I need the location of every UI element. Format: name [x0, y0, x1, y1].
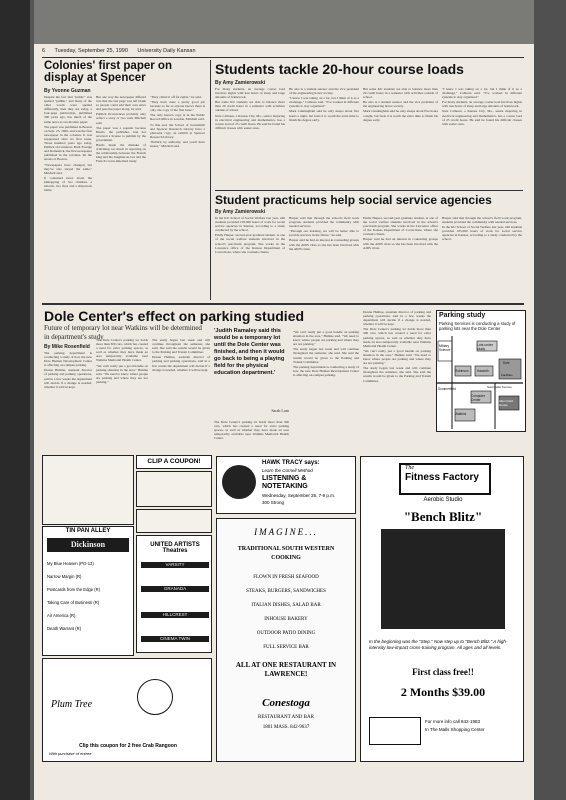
story1-headline: Colonies' first paper on display at Spencer: [44, 60, 172, 84]
story2-col1: For many students, an average course load involves nights with less hours of sleep and large amounts of homework. But some KU students are able to balance more than 20 credit hours in a semester with activities outside of school. Nate Calhoun, a Kansas City, Mo., senior majoring in electrical engineering and mathematics, has a course load of 23 credit hours. He said he found his difficult classes with easier ones.: [215, 87, 285, 130]
fitness-name: Fitness Factory: [405, 472, 479, 483]
column-divider: [210, 60, 211, 300]
ad-clip-coupon: [136, 455, 212, 469]
map-label: Facilities: [501, 373, 513, 377]
map-title: Parking study: [439, 312, 486, 319]
map-road-label: Sunnyside Avenue: [487, 385, 512, 389]
story2-byline: By Amy Zamierowski: [215, 80, 266, 86]
imagine-item: ITALIAN DISHES, SALAD BAR: [251, 603, 321, 608]
story2-headline: Students tackle 20-hour course loads: [215, 61, 464, 77]
tin-pan-title: TIN PAN ALLEY: [65, 528, 111, 534]
scan-top-margin: [34, 0, 534, 44]
plum-tree-note: With purchase of entree: [49, 751, 92, 756]
hawk-line2: LISTENING & NOTETAKING: [262, 475, 308, 490]
imagine-header: IMAGINE...: [254, 527, 318, 537]
ua-theater: GRANADA: [141, 586, 209, 592]
clip-coupon-title: CLIP A COUPON!: [147, 458, 201, 465]
plum-tree-coupon: Clip this coupon for 2 free Crab Rangoon: [79, 743, 177, 749]
ad-coupon-2: [136, 509, 212, 533]
movie-item: Postcards from the Edge (R): [47, 587, 101, 592]
imagine-item: OUTDOOR PATIO DINING: [256, 631, 316, 636]
movie-item: Death Warrant (R): [47, 626, 82, 631]
conestoga-address: 1801 MASS. 842-9637: [262, 725, 310, 730]
story1-col3: "They called it off for rights," he said. "They have done a pretty good job because so far as anyone knows there is only one copy of the first issue." The only known copy is in the Public Record Office in London, Mitchell said. To this end, the School of Journalism and Spencer Research Library have a photostat copy on exhibit at Spencer Research Library. "Publick by authority, and you'll have issues," Mitchell said.: [150, 95, 205, 149]
fitness-promo: "Bench Blitz": [403, 509, 483, 524]
hawk-title: HAWK TRACY says:: [262, 460, 320, 466]
story4-col6: Donna Hultine, assistant director of parking and parking operations, said in a few weeks the department will decide if a change is needed, whether it will be kept. The Dole Center's parking lot holds more than 300 cars, which has created a need for extra parking spaces, as well as whether they have made an area temporarily available near Watkins Memorial Health Center. "We can't really put a good handle on parking situation in the area," Hultine said. "We need to know where people are parking and where they are not parking." The study began last week and will continue throughout the semester, she said. She said the results would be given to the Parking and Transit Committee.: [363, 310, 431, 383]
story4-headline: Dole Center's effect on parking studied: [44, 308, 305, 324]
page-date: Tuesday, September 25, 1990: [54, 48, 128, 54]
story1-byline: By Yvonne Guzman: [44, 88, 91, 94]
story3-col2: Harper said that through the school's field work program, students provided the community with needed services. "Through our learning, we will be better able to provide services in the future," he said. Harper said he had an interest in counseling groups with the AIDS virus so she has been involved with the AIDS crisis.: [289, 216, 359, 251]
movie-item: My Blue Heaven (PG-13): [47, 561, 94, 566]
fitness-desc: In the beginning was the "Step." Now step up to "Bench Blitz." A high-intensity low-impact cross-training program. All ages and all levels.: [369, 639, 508, 650]
story1-col1: Despite the fact that "public" was spelled "publik," and many of the other words were spelled differently, then they are today, a four-page publication, published 300 years ago, has much of the same news as our modern paper. The paper was published in Boston on Sept. 25, 1690, and was the first newspaper in the colonies. It was suppressed after its first issue. Those hundred years ago today, Publick Occurrences Both Foreign and Domestick, the first newspaper published in the colonies, hit the streets of Boston. "Newspapers have changed, but they've also stayed the same," Mitchell said. It contained news about the kidnapping of two children, a smooth, two fires and a shipwreck battle.: [44, 95, 92, 193]
map-label: Allen Field House: [499, 399, 514, 407]
fitness-photo: [381, 529, 505, 629]
fitness-free: First class free!!: [412, 667, 474, 677]
imagine-item: FULL SERVICE BAR: [263, 645, 309, 650]
dickinson-banner: Dickinson: [47, 538, 129, 552]
plum-tree-name: Plum Tree: [51, 699, 93, 710]
movie-item: Taking Care of Business (R): [47, 600, 100, 605]
map-label: Haworth: [477, 369, 489, 373]
imagine-item: TRADITIONAL SOUTH WESTERN COOKING: [237, 546, 335, 561]
imagine-tagline: ALL AT ONE RESTAURANT IN LAWRENCE!: [235, 661, 337, 678]
imagine-item: STEAKS, BURGERS, SANDWICHES: [246, 589, 326, 594]
map-label: Summerfield: [438, 387, 456, 391]
movie-list: [47, 557, 129, 635]
story4-byline: By Mike Rosenfield: [44, 344, 90, 350]
story2-col3: But some KU students are able to balance more than 20 credit hours in a semester with activities outside of school. He also is a student senator and the vice president of the engineering honor society. Mark Cunningham said he only sleeps about five hours a night, but feels it is worth the extra time to finish his degree early.: [363, 87, 438, 122]
story2-col4: "I knew I was taking on a lot, but I think of it as a challenge," Calhoun said. "I've worked in different systems to stay organized." For many students, an average course load involves nights with less hours of sleep and large amounts of homework. Nate Calhoun, a Kansas City, Mo., senior majoring in electrical engineering and mathematics, has a course load of 23 credit hours. He said he found his difficult classes with easier ones.: [442, 87, 522, 126]
imagine-item: INHOUSE BAKERY: [264, 617, 308, 622]
story2-col2: He also is a student senator and the vice president of the engineering honor society. "I knew I was taking on a lot, but I think of it as a challenge," Calhoun said. "I've worked in different systems to stay organized." Mark Cunningham said he only sleeps about five hours a night, but feels it is worth the extra time to finish his degree early.: [289, 87, 359, 122]
fitness-contact: For more info call 842-1983: [425, 719, 481, 724]
conestoga-name: Conestoga: [262, 697, 310, 709]
page-header: [42, 48, 524, 56]
story4-col2: The Dole Center's parking lot holds more than 300 cars, which has created a need for extra parking spaces, as well as whether they have made an area temporarily available near Watkins Memorial Health Center. "We can't really put a good handle on parking situation in the area," Hultine said. "We need to know where people are parking and where they are not parking.": [96, 338, 148, 384]
movie-item: Air America (R): [47, 613, 76, 618]
parking-map: [436, 310, 526, 432]
ua-theater: CINEMA TWIN: [141, 636, 209, 642]
paper-name: University Daily Kansan: [137, 48, 196, 54]
ua-theater: HILLCREST: [141, 612, 209, 618]
ad-plum-tree: [42, 658, 212, 762]
map-label: Lots under study: [477, 343, 494, 351]
fitness-the: The: [405, 465, 414, 471]
story4-col4: The Dole Center's parking lot holds more than 300 cars, which has created a need for extra parking spaces, as well as whether they have made an area temporarily available near Watkins Memorial Health Center.: [214, 420, 289, 441]
story3-col4: Harper said that through the school's field work program, students provided the community with needed services. In the KU School of Social Welfare last year, 246 students provided 105,000 hours of work for social service agencies in Kansas, according to a study conducted by the school.: [442, 216, 522, 242]
map-label: Dole: [503, 361, 510, 365]
story4-col5: "We can't really put a good handle on parking situation in the area," Hultine said. "We need to know where people are parking and where they are not parking." The study began last week and will continue throughout the semester, she said. She said the results would be given to the Parking and Transit Committee. The parking department is conducting a study of how the new Dole Human Development Center is affecting on-campus parking.: [293, 330, 359, 377]
fitness-sub: Aerobic Studio: [423, 497, 463, 503]
movie-item: Narrow Margin (R): [47, 574, 82, 579]
ad-conestoga: [216, 518, 356, 762]
section-rule: [42, 303, 524, 305]
pull-quote: 'Judith Ramaley said this would be a temporary lot until the Dole Center was finished, and then it would go back to being a playing field for the physical education department.': [214, 328, 285, 376]
story3-col1: In the KU School of Social Welfare last year, 246 students provided 105,000 hours of work for social service agencies in Kansas, according to a study conducted by the school. Emily Harper, second-year graduate student, is one of the social welfare students involved in the school's practicum program. She works in the Lawrence office of the Kansas Department of Corrections, where she counsels clients.: [215, 216, 285, 254]
pull-quote-attribution: Sarah Lum: [271, 408, 289, 413]
conestoga-sub: RESTAURANT AND BAR: [258, 715, 314, 720]
story4-col1: The parking department is conducting a study of how the new Dole Human Development Center is affecting on-campus parking. Donna Hultine, assistant director of parking and parking operations, said in a few weeks the department will decide if a change is needed, whether it will be kept.: [44, 351, 92, 389]
hawk-line1: Learn the Cornell Method: [262, 468, 313, 473]
hawk-line3: Wednesday, September 26, 7-9 p.m.: [262, 493, 336, 498]
story3-col3: Emily Harper, second-year graduate student, is one of the social welfare students involved in the school's practicum program. She works in the Lawrence office of the Kansas Department of Corrections, where she counsels clients. Harper said he had an interest in counseling groups with the AIDS virus so she has been involved with the AIDS crisis.: [363, 216, 438, 250]
page-number: 6: [42, 48, 46, 54]
story3-byline: By Amy Zamierowski: [215, 209, 266, 215]
hawk-line4: 300 Strong: [262, 500, 285, 505]
ad-hawk-tracy: [216, 456, 356, 514]
hawk-logo: [222, 465, 256, 499]
map-label: Robinson: [455, 369, 469, 373]
ad-fitness-factory: [360, 456, 524, 762]
story2-rule: [215, 190, 523, 191]
plum-tree-seal: [137, 679, 173, 715]
header-rule: [42, 57, 524, 58]
scan-right-margin: [534, 0, 566, 800]
ua-name: UNITED ARTISTS Theatres: [150, 542, 200, 554]
ad-tin-pan-alley: [42, 526, 134, 656]
ad-united-artists: [136, 535, 212, 653]
imagine-item: FLOWN IN FRESH SEAFOOD: [253, 575, 319, 580]
fitness-small-logo: [369, 717, 421, 745]
map-label: Computer Center: [471, 394, 485, 402]
ua-theater: VARSITY: [141, 562, 209, 568]
story1-col2: But one way the newspaper differed was that the last page was left blank so people could add their own news and pass the paper along, he said. Publick Occurrences probably only reflect a story or two said, Mitchell said. The paper was a popular because Harris, the publisher, had not received a license to publish by the government. Harris made the mistake of criticizing too much in reporting on the relationship between the French king and his daughter-in-law and the French crown-inherited treaty.: [96, 95, 146, 164]
story4-col3: The study began last week and will continue throughout the semester, she said. She said the results would be given to the Parking and Transit Committee. Donna Hultine, assistant director of parking and parking operations, said in a few weeks the department will decide if a change is needed, whether it will be kept.: [152, 338, 210, 372]
story3-headline: Student practicums help social service agencies: [215, 193, 492, 207]
map-label: Military Science: [439, 344, 451, 352]
binder-strip: [0, 0, 30, 800]
fitness-offer: 2 Months $39.00: [400, 685, 486, 699]
map-label: Watkins: [455, 412, 467, 416]
ad-dairy-queen: [136, 471, 212, 507]
fitness-location: In The Malls Shopping Center: [425, 727, 485, 732]
ad-pizza: [42, 455, 134, 525]
story4-deck: Future of temporary lot near Watkins will be determined in department's study: [44, 324, 202, 341]
map-caption: Parking Services is conducting a study of parking lots near the Dole Center: [439, 321, 516, 331]
